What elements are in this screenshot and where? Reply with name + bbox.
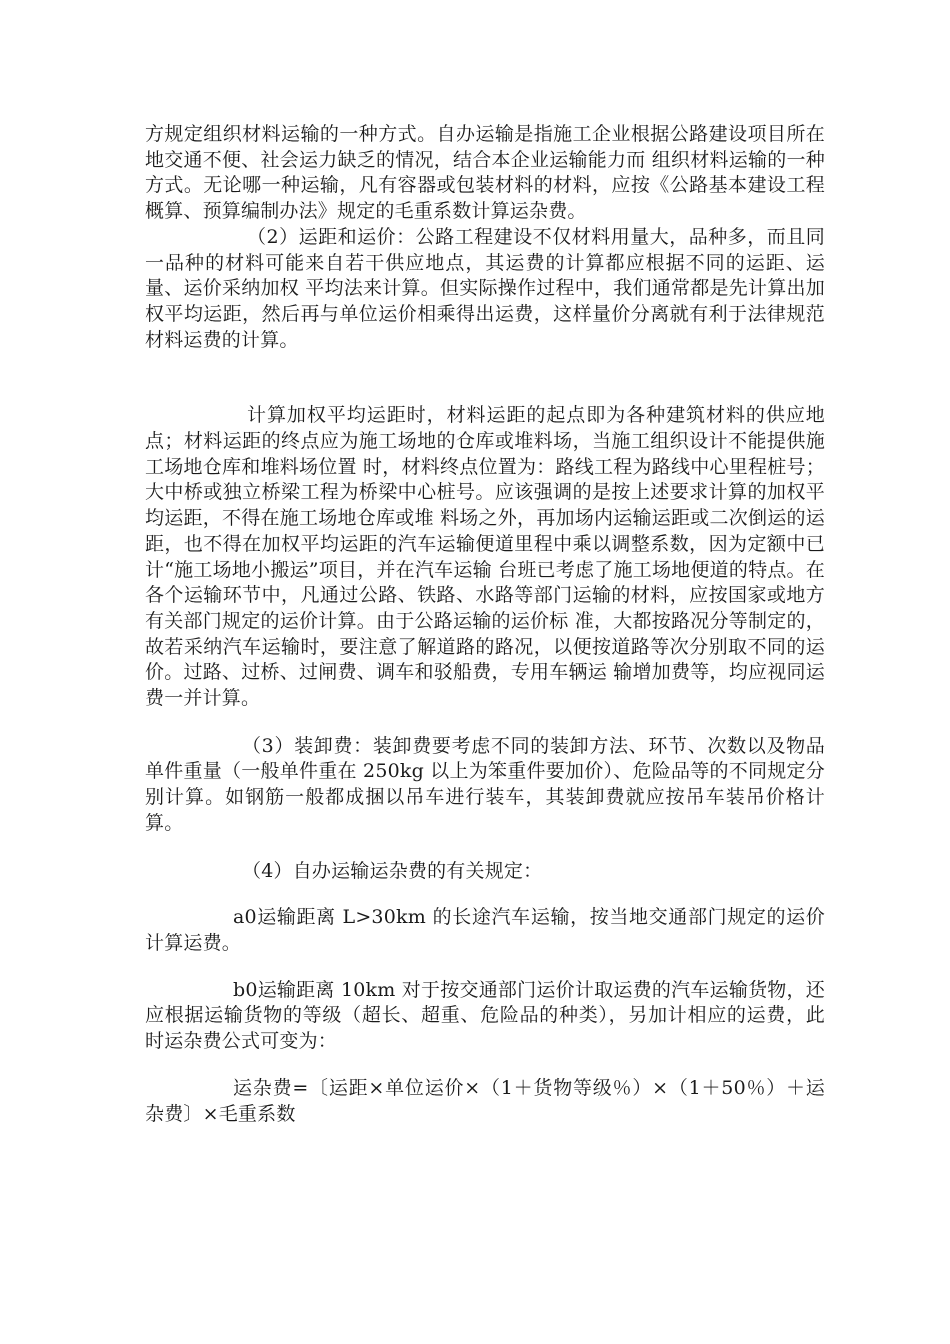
- document-page: [145, 122, 825, 1127]
- paragraph-self-transport-rules-heading: （4）自办运输运杂费的有关规定：: [242, 859, 543, 882]
- paragraph-rule-a: a0运输距离 L>30km 的长途汽车运输，按当地交通部门规定的运价计算运费。: [145, 906, 825, 954]
- paragraph-weighted-average-distance: 计算加权平均运距时，材料运距的起点即为各种建筑材料的供应地点；材料运距的终点应为施工场地的仓库或堆料场，当施工组织设计不能提供施工场地仓库和堆料场位置 时，材料终点位置为：路线工程为路线中心里程桩号；大中桥或独立桥梁工程为桥梁中心桩号。应该强调的是按上述要求计算的加权平均运距，不得在施工场地仓库或堆 料场之外，再加场内运输运距或二次倒运的运距，也不得在加权平均运距的汽车运输便道里程中乘以调整系数，因为定额中已计“施工场地小搬运”项目，并在汽车运输 台班已考虑了施工场地便道的特点。在各个运输环节中，凡通过公路、铁路、水路等部门运输的材料，应按国家或地方有关部门规定的运价计算。由于公路运输的运价标 准，大都按路况分等制定的，故若采纳汽车运输时，要注意了解道路的路况，以便按道路等次分别取不同的运价。过路、过桥、过闸费、调车和驳船费，专用车辆运 输增加费等，均应视同运费一并计算。: [145, 404, 825, 710]
- paragraph-transport-methods: 方规定组织材料运输的一种方式。自办运输是指施工企业根据公路建设项目所在地交通不便、社会运力缺乏的情况，结合本企业运输能力而 组织材料运输的一种方式。无论哪一种运输，凡有容器或包装材料的材料，应按《公路基本建设工程概算、预算编制办法》规定的毛重系数计算运杂费。: [145, 123, 825, 223]
- paragraph-rule-b: b0运输距离 10km 对于按交通部门运价计取运费的汽车运输货物，还应根据运输货物的等级（超长、超重、危险品的种类），另加计相应的运费，此时运杂费公式可变为：: [145, 978, 825, 1053]
- paragraph-distance-and-price: （2）运距和运价：公路工程建设不仅材料用量大，品种多，而且同一品种的材料可能来自若干供应地点，其运费的计算都应根据不同的运距、运量、运价采纳加权 平均法来计算。但实际操作过程中，我们通常都是先计算出加权平均运距，然后再与单位运价相乘得出运费，这样量价分离就有利于法律规范材料运费的计算。: [145, 225, 825, 351]
- paragraph-formula: 运杂费=〔运距×单位运价×（1＋货物等级％）×（1＋50％）＋运杂费〕×毛重系数: [145, 1076, 825, 1125]
- paragraph-loading-fees: （3）装卸费：装卸费要考虑不同的装卸方法、环节、次数以及物品单件重量（一般单件重在 250kg 以上为笨重件要加价）、危险品等的不同规定分别计算。如钢筋一般都成捆以吊车进行装车，其装卸费就应按吊车装吊价格计算。: [145, 734, 825, 834]
